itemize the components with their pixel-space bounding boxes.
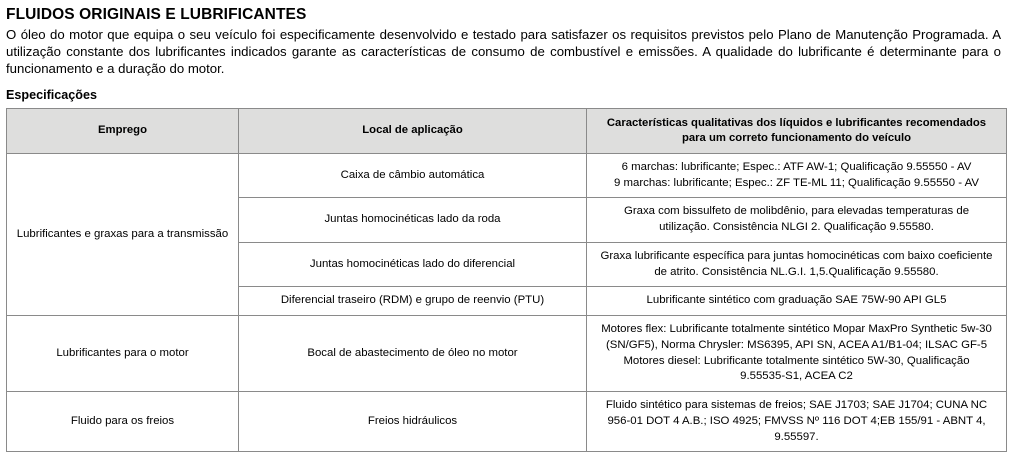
application-juntas-roda: Juntas homocinéticas lado da roda (239, 198, 587, 242)
table-body (7, 154, 1007, 452)
application-bocal-abastecimento-oleo: Bocal de abastecimento de óleo no motor (239, 316, 587, 392)
description-line: utilização. Consistência NLGI 2. Qualificação 9.55580. (659, 221, 934, 234)
description-bocal-abastecimento-oleo (587, 316, 1007, 392)
table-header-row (7, 108, 1007, 154)
description-line: Graxa lubrificante específica para juntas homocinéticas com baixo coeficiente (600, 249, 993, 262)
description-line: Motores flex: Lubrificante totalmente sintético Mopar MaxPro Synthetic 5w-30 (601, 323, 992, 336)
table-row (7, 392, 1007, 452)
application-caixa-cambio-automatica: Caixa de câmbio automática (239, 154, 587, 198)
column-header-local-aplicacao: Local de aplicação (239, 108, 587, 154)
description-juntas-diferencial (587, 242, 1007, 286)
description-line: 6 marchas: lubrificante; Espec.: ATF AW-1; Qualificação 9.55550 - AV (621, 161, 972, 174)
description-line: Lubrificante sintético com graduação SAE 75W-90 API GL5 (646, 294, 947, 307)
application-juntas-diferencial: Juntas homocinéticas lado do diferencial (239, 242, 587, 286)
description-line: Graxa com bissulfeto de molibdênio, para elevadas temperaturas de (623, 205, 970, 218)
application-diferencial-traseiro: Diferencial traseiro (RDM) e grupo de reenvio (PTU) (239, 287, 587, 316)
page-title: FLUIDOS ORIGINAIS E LUBRIFICANTES (6, 6, 307, 23)
description-freios-hidraulicos (587, 392, 1007, 452)
group-label-motor: Lubrificantes para o motor (7, 316, 239, 392)
description-line: 9 marchas: lubrificante; Espec.: ZF TE-ML 11; Qualificação 9.55550 - AV (614, 176, 979, 189)
column-header-caracteristicas: Características qualitativas dos líquidos e lubrificantes recomendados para um correto funcionamento do veículo (587, 108, 1007, 154)
column-header-emprego: Emprego (7, 108, 239, 154)
description-line: Motores diesel: Lubrificante totalmente sintético 5W-30, Qualificação (623, 354, 970, 367)
description-diferencial-traseiro (587, 287, 1007, 316)
description-caixa-cambio-automatica (587, 154, 1007, 198)
description-line: 9.55535-S1, ACEA C2 (740, 370, 853, 383)
table-header (7, 108, 1007, 154)
description-juntas-roda (587, 198, 1007, 242)
intro-paragraph: O óleo do motor que equipa o seu veículo foi especificamente desenvolvido e testado para satisfazer os requisitos previstos pelo Plano de Manutenção Programada. A utilização constante dos lubrificantes indicados garante as características de consumo de combustível e emissões. A qualidade do lubrificante é determinante para o funcionamento e a duração do motor. (6, 27, 1001, 77)
description-line: de atrito. Consistência NL.G.I. 1,5.Qualificação 9.55580. (654, 265, 939, 278)
description-line: (SN/GF5), Norma Chrysler: MS6395, API SN, ACEA A1/B1-04; ILSAC GF-5 (605, 338, 988, 351)
specifications-table (6, 108, 1007, 452)
table-row (7, 316, 1007, 392)
section-title-especificacoes: Especificações (6, 87, 98, 102)
description-line: 9.55597. (774, 430, 819, 443)
group-label-freios: Fluido para os freios (7, 392, 239, 452)
description-line: Fluido sintético para sistemas de freios; SAE J1703; SAE J1704; CUNA NC (605, 399, 988, 412)
application-freios-hidraulicos: Freios hidráulicos (239, 392, 587, 452)
table-row (7, 154, 1007, 198)
group-label-transmissao: Lubrificantes e graxas para a transmissão (7, 154, 239, 316)
description-line: 956-01 DOT 4 A.B.; ISO 4925; FMVSS Nº 116 DOT 4;EB 155/91 - ABNT 4, (607, 414, 986, 427)
